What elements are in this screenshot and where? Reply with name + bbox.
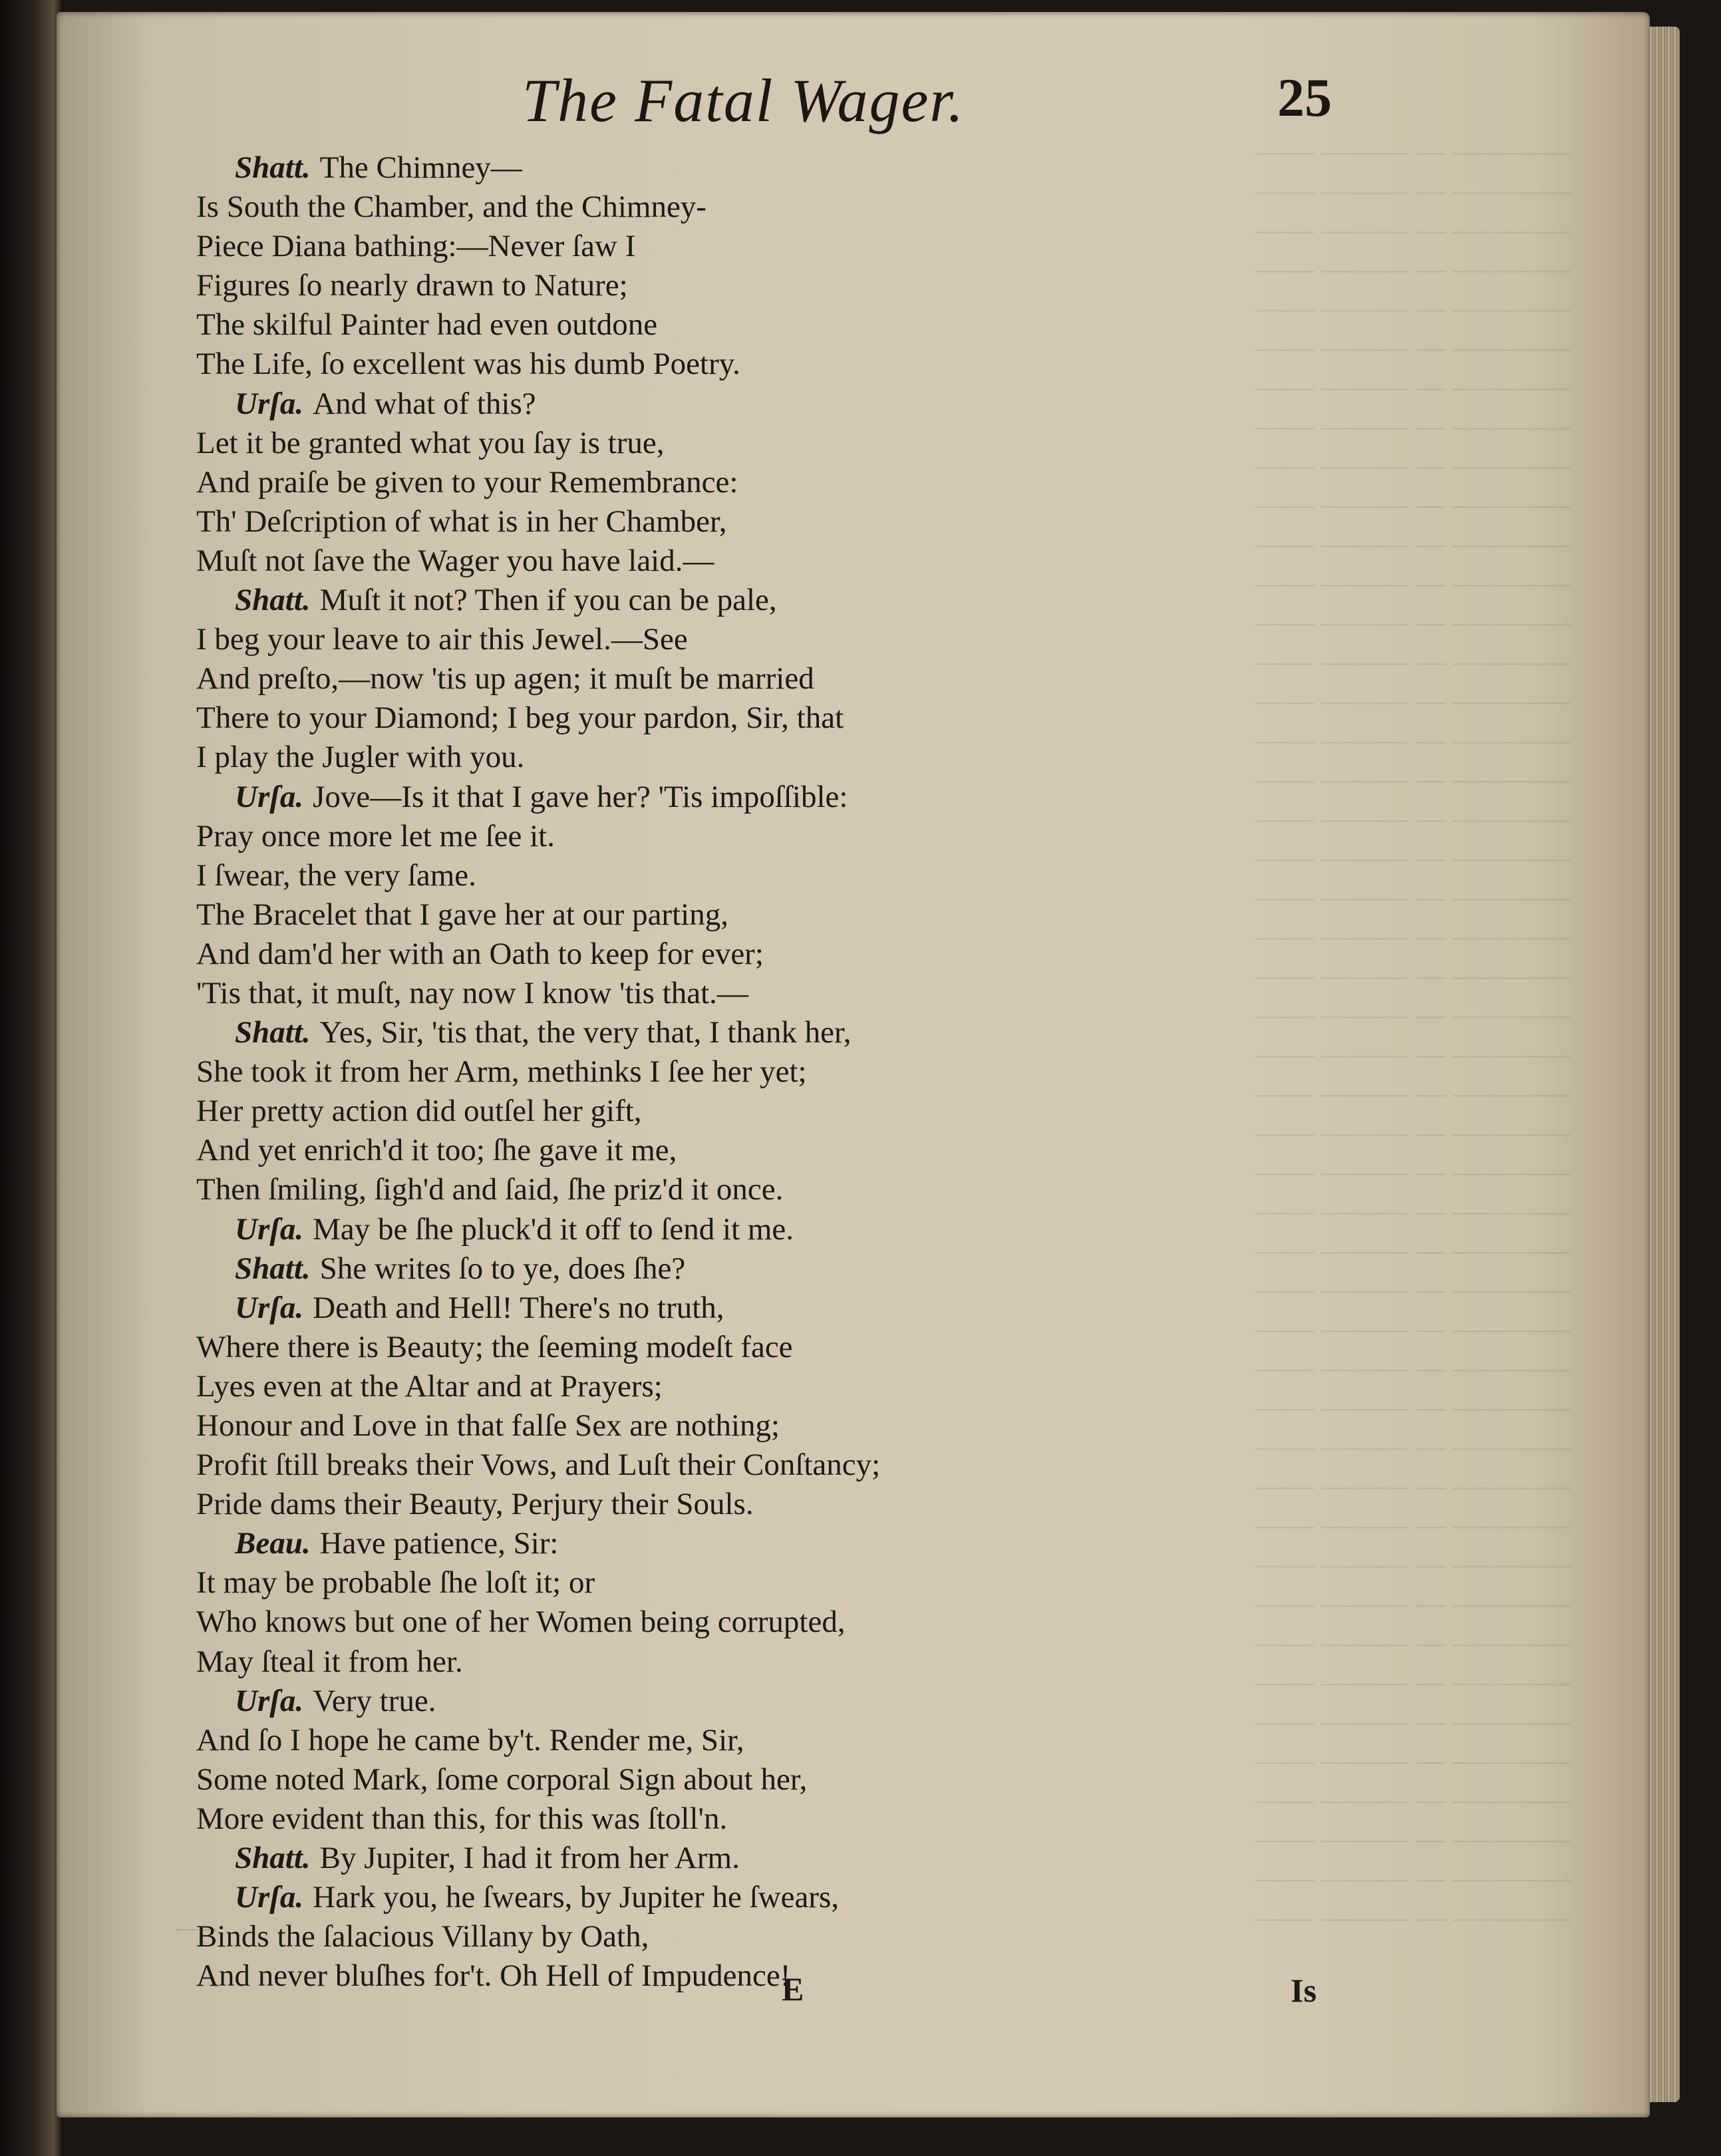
- verse-line: [196, 1721, 1174, 1760]
- verse-line: [196, 424, 1174, 463]
- page-footer: [57, 1958, 1650, 2018]
- speaker-name: Shatt.: [235, 1841, 311, 1876]
- speech-line: [196, 385, 1174, 424]
- speech-line: [196, 1878, 1174, 1917]
- line-text: Then ſmiling, ſigh'd and ſaid, ſhe priz'd it once.: [196, 1172, 784, 1207]
- verse-line: [196, 817, 1174, 856]
- speaker-name: Shatt.: [235, 1251, 311, 1286]
- verse-line: [196, 541, 1174, 581]
- verse-line: [196, 266, 1174, 305]
- line-text: Who knows but one of her Women being corrupted,: [196, 1605, 846, 1640]
- line-text: Some noted Mark, ſome corporal Sign about her,: [196, 1762, 808, 1797]
- line-text: 'Tis that, it muſt, nay now I know 'tis that.—: [196, 975, 748, 1010]
- speech-line: [196, 1013, 1174, 1052]
- verse-line: [196, 1917, 1174, 1956]
- speech-line: [196, 1249, 1174, 1289]
- line-text: The skilful Painter had even outdone: [196, 307, 658, 343]
- speech-line: [196, 581, 1174, 620]
- line-text: Let it be granted what you ſay is true,: [196, 425, 665, 460]
- line-text: And what of this?: [313, 386, 536, 421]
- line-text: And praiſe be given to your Remembrance:: [196, 464, 738, 500]
- verse-line: [196, 1799, 1174, 1839]
- line-text: And dam'd her with an Oath to keep for ever;: [196, 936, 764, 971]
- line-text: And preſto,—now 'tis up agen; it muſt be married: [196, 661, 814, 696]
- verse-line: [196, 974, 1174, 1013]
- line-text: Where there is Beauty; the ſeeming modeſt face: [196, 1329, 793, 1364]
- line-text: Lyes even at the Altar and at Prayers;: [196, 1368, 663, 1404]
- page-header: [57, 53, 1650, 140]
- line-text: Her pretty action did outſel her gift,: [196, 1094, 642, 1129]
- speech-line: [196, 1682, 1174, 1721]
- line-text: Honour and Love in that falſe Sex are nothing;: [196, 1408, 780, 1443]
- verse-line: [196, 698, 1174, 738]
- verse-line: [196, 463, 1174, 502]
- line-text: And yet enrich'd it too; ſhe gave it me,: [196, 1133, 677, 1168]
- line-text: There to your Diamond; I beg your pardon, Sir, that: [196, 700, 844, 736]
- line-text: I beg your leave to air this Jewel.—See: [196, 622, 688, 657]
- verse-line: [196, 1485, 1174, 1524]
- line-text: By Jupiter, I had it from her Arm.: [319, 1841, 740, 1876]
- line-text: Death and Hell! There's no truth,: [313, 1290, 724, 1325]
- line-text: She took it from her Arm, methinks I ſee her yet;: [196, 1054, 807, 1090]
- line-text: The Chimney—: [319, 150, 522, 185]
- line-text: Th' Deſcription of what is in her Chamber,: [196, 504, 727, 539]
- verse-line: [196, 1092, 1174, 1131]
- speech-line: [196, 1524, 1174, 1563]
- line-text: May be ſhe pluck'd it off to ſend it me.: [313, 1211, 794, 1247]
- line-text: Pray once more let me ſee it.: [196, 818, 555, 853]
- speech-line: [196, 1839, 1174, 1878]
- line-text: Hark you, he ſwears, by Jupiter he ſwears,: [313, 1880, 840, 1915]
- speech-line: [196, 778, 1174, 817]
- speaker-name: Shatt.: [235, 1015, 311, 1050]
- speaker-name: Shatt.: [235, 583, 311, 618]
- verse-line: [196, 856, 1174, 895]
- line-text: Binds the ſalacious Villany by Oath,: [196, 1919, 649, 1954]
- verse-line: [196, 1328, 1174, 1367]
- line-text: More evident than this, for this was ſtoll'n.: [196, 1801, 728, 1836]
- line-text: Have patience, Sir:: [319, 1526, 559, 1561]
- catchword: Is: [1291, 1972, 1317, 2009]
- verse-line: [196, 1406, 1174, 1446]
- verse-line: [196, 1642, 1174, 1682]
- speaker-name: Urſa.: [235, 1211, 304, 1247]
- line-text: Profit ſtill breaks their Vows, and Luſt their Conſtancy;: [196, 1448, 881, 1483]
- line-text: Is South the Chamber, and the Chimney-: [196, 190, 706, 225]
- line-text: She writes ſo to ye, does ſhe?: [319, 1251, 686, 1286]
- speech-line: [196, 148, 1174, 188]
- line-text: It may be probable ſhe loſt it; or: [196, 1565, 595, 1601]
- line-text: The Life, ſo excellent was his dumb Poetry.: [196, 347, 740, 382]
- line-text: And ſo I hope he came by't. Render me, Sir,: [196, 1722, 744, 1758]
- verse-line: [196, 895, 1174, 935]
- verse-line: [196, 1052, 1174, 1092]
- verse-line: [196, 1131, 1174, 1170]
- verse-line: [196, 620, 1174, 659]
- speaker-name: Urſa.: [235, 386, 304, 421]
- verse-line: [196, 1446, 1174, 1485]
- verse-line: [196, 1603, 1174, 1642]
- verse-line: [196, 1367, 1174, 1406]
- line-text: I play the Jugler with you.: [196, 740, 525, 775]
- running-title: The Fatal Wager.: [522, 67, 965, 134]
- verse-line: [196, 227, 1174, 266]
- line-text: And never bluſhes for't. Oh Hell of Impudence!: [196, 1958, 791, 1994]
- verse-line: [196, 659, 1174, 698]
- verse-line: [196, 1760, 1174, 1799]
- line-text: May ſteal it from her.: [196, 1644, 463, 1679]
- signature-mark: E: [782, 1970, 804, 2008]
- line-text: Pride dams their Beauty, Perjury their Souls.: [196, 1487, 754, 1522]
- line-text: Muſt it not? Then if you can be pale,: [319, 583, 777, 618]
- page-number: 25: [1277, 67, 1332, 128]
- verse-line: [196, 1563, 1174, 1603]
- verse-line: [196, 305, 1174, 345]
- speaker-name: Beau.: [235, 1526, 311, 1561]
- verse-line: [196, 1170, 1174, 1209]
- verse-line: [196, 345, 1174, 384]
- line-text: Very true.: [313, 1683, 436, 1718]
- speaker-name: Shatt.: [235, 150, 311, 185]
- speech-line: [196, 1210, 1174, 1249]
- play-text: [196, 148, 1174, 1996]
- page-smudge: [176, 1921, 216, 1930]
- line-text: Piece Diana bathing:—Never ſaw I: [196, 229, 636, 264]
- line-text: The Bracelet that I gave her at our parting,: [196, 897, 728, 932]
- show-through-bleed: ———— — ——— —— ———— — ——— —— ———— — ——— —— ———— — ——— —— ———— — ——— —— ———— — ——— —— ———— — ——— —— ———— — ——— —— ———— — ——— —— ———— — ——— —— ———— — ——— —— ———— — ——— —— ———— — ——— —— ———— — ——— —— ———— — ——— —— ———— — ——— —— ———— — ——— —— ———— — ——— —— ———— — ——— —— ———— — ——— —— ———— — ——— —— ———— — ——— —— ———— — ——— —— ———— — ——— —— ———— — ——— —— ———— — ——— —— ———— — ——— —— ———— — ——— —— ———— — ——— —— ———— — ——— —— ———— — ——— —— ———— — ——— —— ———— — ——— —— ———— — ——— —— ———— — ——— —— ———— — ——— —— ———— — ——— —— ———— — ——— —— ———— — ——— —— ———— — ——— —— ———— — ——— —— ———— — ——— —— ———— — ——— —— ———— — ——— —— ———— — ——— —— ———— — ——— ——: [1255, 135, 1570, 1934]
- line-text: I ſwear, the very ſame.: [196, 857, 476, 893]
- verse-line: [196, 188, 1174, 227]
- speaker-name: Urſa.: [235, 1880, 304, 1915]
- line-text: Figures ſo nearly drawn to Nature;: [196, 268, 628, 303]
- speaker-name: Urſa.: [235, 779, 304, 814]
- line-text: Yes, Sir, 'tis that, the very that, I thank her,: [319, 1015, 852, 1050]
- speaker-name: Urſa.: [235, 1683, 304, 1718]
- verse-line: [196, 502, 1174, 541]
- speech-line: [196, 1289, 1174, 1328]
- line-text: Jove—Is it that I gave her? 'Tis impoſſible:: [313, 779, 848, 814]
- book-binding: [0, 0, 63, 2156]
- line-text: Muſt not ſave the Wager you have laid.—: [196, 543, 714, 578]
- verse-line: [196, 738, 1174, 777]
- book-page: [57, 12, 1650, 2117]
- verse-line: [196, 935, 1174, 974]
- speaker-name: Urſa.: [235, 1290, 304, 1325]
